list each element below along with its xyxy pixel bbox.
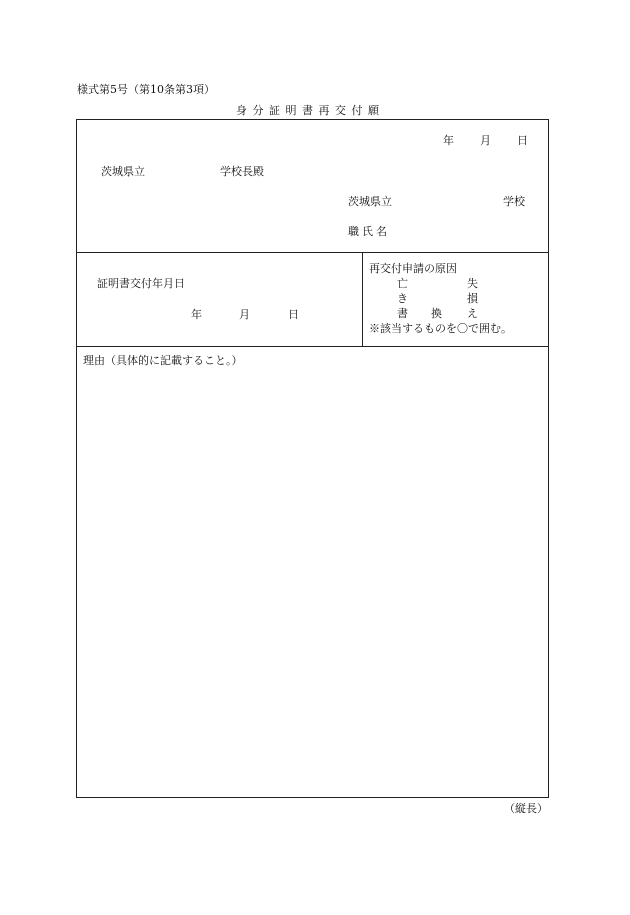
addressee-principal: 学校長殿 — [220, 165, 264, 178]
form-number-label: 様式第5号（第10条第3項） — [77, 83, 215, 96]
date-day-label: 日 — [517, 134, 528, 147]
option-damaged-1: き — [397, 292, 408, 305]
option-rewrite-3: え — [467, 307, 478, 320]
option-lost-2: 失 — [467, 277, 478, 290]
date-month-label: 月 — [480, 134, 491, 147]
document-title: 身分証明書再交付願 — [236, 104, 385, 117]
issue-month-label: 月 — [239, 308, 250, 321]
applicant-position-name: 職氏名 — [348, 225, 390, 238]
option-lost-1: 亡 — [397, 277, 408, 290]
section-divider — [77, 346, 548, 347]
applicant-school: 学校 — [503, 195, 525, 208]
issue-day-label: 日 — [288, 308, 299, 321]
option-damaged-2: 損 — [467, 292, 478, 305]
issue-year-label: 年 — [191, 308, 202, 321]
option-rewrite-1: 書 — [397, 307, 408, 320]
addressee-prefecture: 茨城県立 — [101, 165, 145, 178]
orientation-note: （縦長） — [504, 802, 548, 815]
application-form-table — [76, 119, 549, 798]
section-divider — [77, 252, 548, 253]
applicant-prefecture: 茨城県立 — [348, 195, 392, 208]
selection-note: ※該当するものを〇で囲む。 — [369, 322, 512, 335]
column-divider — [362, 252, 363, 346]
date-year-label: 年 — [443, 134, 454, 147]
issue-date-label: 証明書交付年月日 — [97, 277, 185, 290]
reason-detail-label: 理由（具体的に記載すること。） — [83, 354, 243, 367]
reason-category-heading: 再交付申請の原因 — [369, 262, 457, 275]
option-rewrite-2: 換 — [431, 307, 442, 320]
